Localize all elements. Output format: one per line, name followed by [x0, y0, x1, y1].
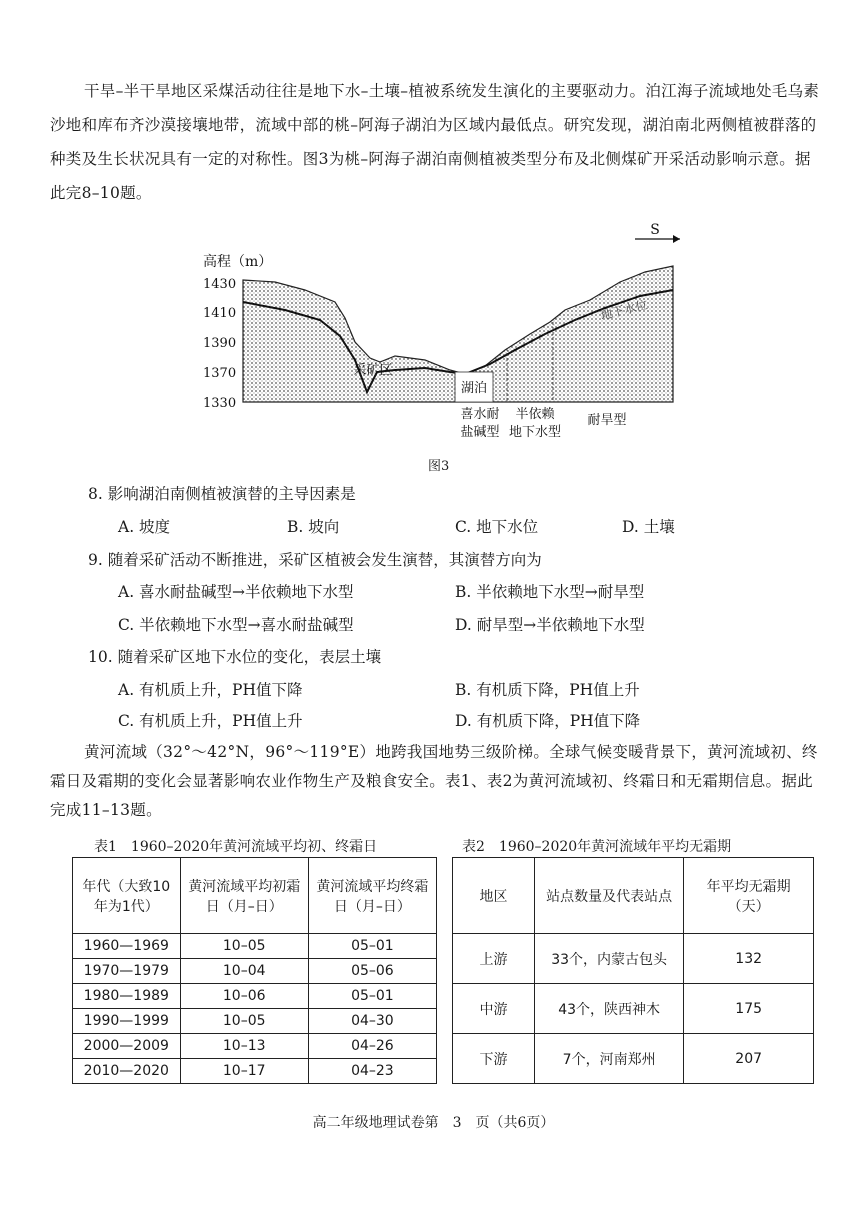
y-axis-title: 高程（m）: [203, 254, 273, 270]
table1-header-0: 年代（大致10年为1代）: [73, 858, 181, 934]
y-tick-1430: 1430: [203, 277, 237, 292]
table-row: 1980—1989 10–06 05–01: [73, 984, 437, 1009]
zone-hydrophilic-line2: 盐碱型: [460, 425, 500, 440]
q8-stem: 8. 影响湖泊南侧植被演替的主导因素是: [88, 485, 356, 503]
q9-option-b: B. 半依赖地下水型→耐旱型: [455, 583, 645, 601]
table2: [452, 857, 814, 1084]
table-row: 2010—2020 10–17 04–23: [73, 1059, 437, 1084]
y-tick-1330: 1330: [203, 396, 237, 411]
table-row: 1990—1999 10–05 04–30: [73, 1009, 437, 1034]
table2-caption: 表2 1960–2020年黄河流域年平均无霜期: [462, 839, 732, 855]
q8-option-c: C. 地下水位: [455, 518, 539, 536]
zone-drought-tolerant: 耐旱型: [587, 413, 627, 428]
direction-label: S: [650, 222, 660, 238]
mining-area-label: 采矿区: [353, 363, 393, 378]
y-tick-1390: 1390: [203, 336, 237, 351]
table-row: 2000—2009 10–13 04–26: [73, 1034, 437, 1059]
zone-semi-dependent-line2: 地下水型: [508, 425, 562, 440]
q10-option-a: A. 有机质上升，PH值下降: [118, 681, 303, 699]
table-row: 中游 43个，陕西神木 175: [453, 984, 814, 1034]
q9-stem: 9. 随着采矿活动不断推进，采矿区植被会发生演替，其演替方向为: [88, 551, 542, 569]
q8-option-b: B. 坡向: [287, 518, 340, 536]
figure-caption: 图3: [428, 459, 450, 474]
page-footer: 高二年级地理试卷第 3 页（共6页）: [312, 1115, 555, 1131]
table1-caption: 表1 1960–2020年黄河流域平均初、终霜日: [94, 839, 378, 855]
zone-semi-dependent-line1: 半依赖: [515, 407, 555, 422]
zone-hydrophilic-line1: 喜水耐: [460, 407, 500, 422]
q9-option-d: D. 耐旱型→半依赖地下水型: [455, 616, 645, 634]
table2-header-2: 年平均无霜期（天）: [684, 858, 814, 934]
q10-option-b: B. 有机质下降，PH值上升: [455, 681, 640, 699]
table1-header-1: 黄河流域平均初霜日（月–日）: [180, 858, 308, 934]
q10-stem: 10. 随着采矿区地下水位的变化，表层土壤: [88, 648, 382, 666]
y-tick-1370: 1370: [203, 366, 237, 381]
table-row: 1960—1969 10–05 05–01: [73, 934, 437, 959]
intro-paragraph-2: 黄河流域（32°～42°N，96°～119°E）地跨我国地势三级阶梯。全球气候变暖背景下，黄河流域初、终霜日及霜期的变化会显著影响农业作物生产及粮食安全。表1、表2为黄河流域初、终霜日和无霜期信息。据此完成11–13题。: [50, 743, 818, 819]
lake-label: 湖泊: [460, 381, 488, 396]
table1-header-2: 黄河流域平均终霜日（月–日）: [308, 858, 436, 934]
q10-option-c: C. 有机质上升，PH值上升: [118, 712, 303, 730]
q9-option-a: A. 喜水耐盐碱型→半依赖地下水型: [118, 583, 354, 601]
table2-header-1: 站点数量及代表站点: [534, 858, 683, 934]
table-row: 1970—1979 10–04 05–06: [73, 959, 437, 984]
table2-header-0: 地区: [453, 858, 535, 934]
table-row: 上游 33个，内蒙古包头 132: [453, 934, 814, 984]
table-row: 下游 7个，河南郑州 207: [453, 1034, 814, 1084]
q10-option-d: D. 有机质下降，PH值下降: [455, 712, 641, 730]
q9-option-c: C. 半依赖地下水型→喜水耐盐碱型: [118, 616, 354, 634]
figure-3-profile: [195, 222, 695, 447]
q8-option-d: D. 土壤: [622, 518, 675, 536]
intro-paragraph-1: 干旱–半干旱地区采煤活动往往是地下水–土壤–植被系统发生演化的主要驱动力。泊江海子流域地处毛乌素沙地和库布齐沙漠接壤地带，流域中部的桃–阿海子湖泊为区域内最低点。研究发现，湖泊南北两侧植被群落的种类及生长状况具有一定的对称性。图3为桃–阿海子湖泊南侧植被类型分布及北侧煤矿开采活动影响示意。据此完8–10题。: [50, 82, 820, 202]
y-tick-1410: 1410: [203, 306, 237, 321]
q8-option-a: A. 坡度: [118, 518, 171, 536]
table1: [72, 857, 437, 1084]
groundwater-label: 地下水位: [599, 297, 650, 323]
